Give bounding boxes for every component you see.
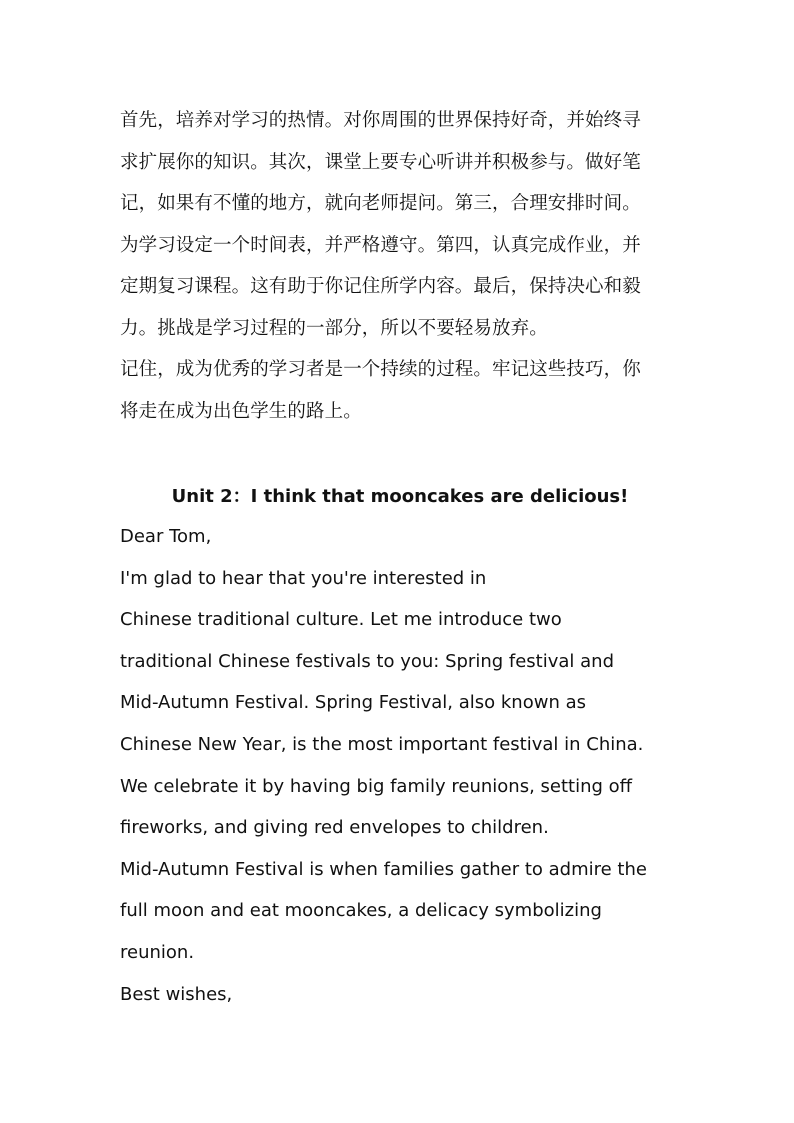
text-line: 首先，培养对学习的热情。对你周围的世界保持好奇，并始终寻	[120, 110, 641, 131]
letter-line: traditional Chinese festivals to you: Spring festival and	[120, 650, 614, 672]
letter-line: Chinese traditional culture. Let me introduce two	[120, 609, 562, 631]
text-line: 为学习设定一个时间表，并严格遵守。第四，认真完成作业，并	[120, 234, 641, 256]
chinese-paragraph-1	[120, 100, 680, 349]
page-content	[120, 100, 680, 1015]
chinese-paragraph-2	[120, 349, 680, 432]
letter-line: We celebrate it by having big family reunions, setting off	[120, 775, 633, 797]
text-line: 定期复习课程。这有助于你记住所学内容。最后，保持决心和毅	[120, 276, 641, 297]
letter-line: reunion.	[120, 941, 195, 963]
letter	[120, 516, 680, 1015]
letter-line: Mid-Autumn Festival. Spring Festival, also known as	[120, 692, 586, 714]
text-line: 求扩展你的知识。其次，课堂上要专心听讲并积极参与。做好笔	[120, 151, 641, 173]
letter-greeting: Dear Tom,	[120, 526, 212, 547]
letter-line: Chinese New Year, is the most important festival in China.	[120, 733, 644, 755]
text-line: 力。挑战是学习过程的一部分，所以不要轻易放弃。	[120, 317, 548, 339]
text-line: 记住，成为优秀的学习者是一个持续的过程。牢记这些技巧，你	[120, 359, 641, 380]
letter-line: full moon and eat mooncakes, a delicacy symbolizing	[120, 900, 602, 922]
letter-closing: Best wishes,	[120, 983, 233, 1005]
letter-line: I'm glad to hear that you're interested in	[120, 567, 487, 589]
text-line: 将走在成为出色学生的路上。	[120, 400, 362, 422]
letter-line: fireworks, and giving red envelopes to children.	[120, 817, 549, 839]
unit-title: Unit 2：I think that mooncakes are delicious!	[171, 486, 629, 507]
text-line: 记，如果有不懂的地方，就向老师提问。第三，合理安排时间。	[120, 193, 641, 214]
letter-line: Mid-Autumn Festival is when families gather to admire the	[120, 858, 647, 880]
blank-line	[120, 432, 680, 478]
